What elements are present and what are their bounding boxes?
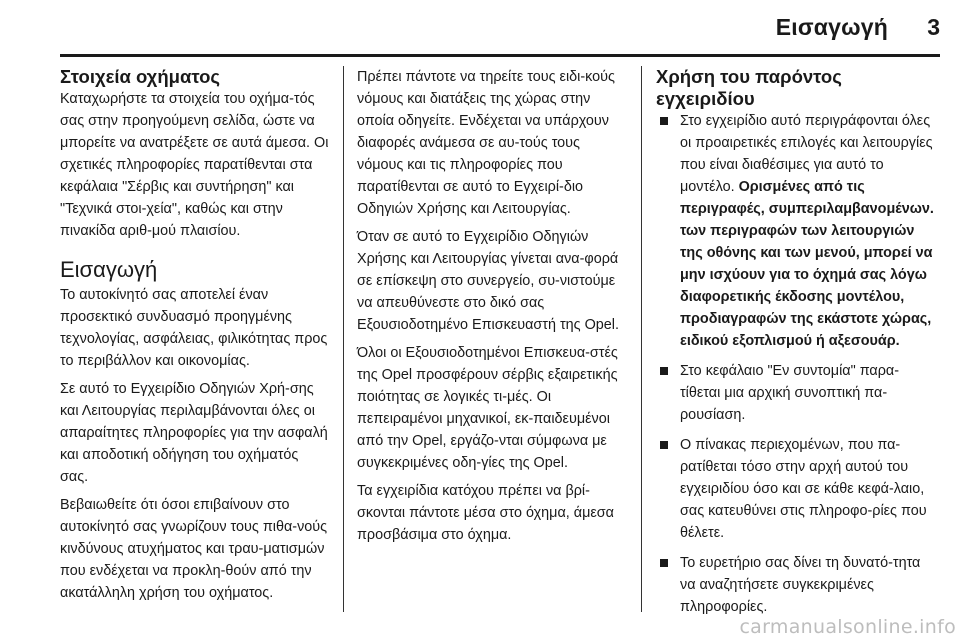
paragraph-vehicle-data: Καταχωρήστε τα στοιχεία του οχήμα-τός σας στην προηγούμενη σελίδα, ώστε να μπορείτε να ανατρέξετε σε αυτά άμεσα. Οι σχετικές πληροφορίες παρατίθενται στα κεφάλαια "Σέρβις και συντήρηση" και "Τεχνικά στοι-χεία", καθώς και στην πινακίδα αριθ-μού πλαισίου. (60, 91, 329, 239)
paragraph-intro-2: Σε αυτό το Εγχειρίδιο Οδηγιών Χρή-σης και Λειτουργίας περιλαμβάνονται όλες οι απαραίτητες πληροφορίες για την ασφαλή και αποδοτική οδήγηση του οχήματός σας. (60, 381, 328, 485)
heading-using-manual: Χρήση του παρόντος εγχειριδίου (656, 66, 842, 109)
paragraph-repairers: Όλοι οι Εξουσιοδοτημένοι Επισκευα-στές της Opel προσφέρουν σέρβις εξαιρετικής ποιότητας σε λογικές τι-μές. Οι πεπειραμένοι μηχανικοί, εκ-παιδευμένοι από την Opel, εργάζο-νται σύμφωνα με συγκεκριμένες οδη-γίες της Opel. (357, 345, 618, 471)
paragraph-intro-3: Βεβαιωθείτε ότι όσοι επιβαίνουν στο αυτοκίνητό σας γνωρίζουν τους πιθα-νούς κινδύνους ατυχήματος και τραυ-ματισμών που ενδέχεται να προκλη-θούν από την ακατάλληλη χρήση του οχήματος. (60, 497, 328, 601)
column-divider-1 (343, 66, 344, 612)
bullet-2-text: Στο κεφάλαιο "Εν συντομία" παρα-τίθεται μια αρχική συνοπτική πα-ρουσίαση. (680, 363, 900, 423)
paragraph-laws: Πρέπει πάντοτε να τηρείτε τους ειδι-κούς νόμους και διατάξεις της χώρας στην οποία οδηγείτε. Ενδέχεται να υπάρχουν διαφορές ανάμεσα σε αυ-τούς τους νόμους και τις πληροφορίες που παρατίθενται σε αυτό το Εγχειρί-διο Οδηγιών Χρήσης και Λειτουργίας. (357, 69, 615, 217)
bullet-square-icon (660, 441, 668, 449)
bullet-square-icon (660, 367, 668, 375)
page-header (0, 0, 960, 58)
bullet-4-text: Το ευρετήριο σας δίνει τη δυνατό-τητα να αναζητήσετε συγκεκριμένες πληροφορίες. (680, 555, 921, 615)
column-divider-2 (641, 66, 642, 612)
page-number: 3 (927, 14, 940, 40)
header-rule (60, 54, 940, 57)
paragraph-workshop: Όταν σε αυτό το Εγχειρίδιο Οδηγιών Χρήσης και Λειτουργίας γίνεται ανα-φορά σε επίσκεψη στο συνεργείο, συ-νιστούμε να απευθύνεστε στο δικό σας Εξουσιοδοτημένο Επισκευαστή της Opel. (357, 229, 620, 333)
list-item (656, 360, 936, 426)
bullet-list (656, 110, 936, 618)
bullet-3-text: Ο πίνακας περιεχομένων, που πα-ρατίθεται τόσο στην αρχή αυτού του εγχειριδίου όσο και σε κάθε κεφά-λαιο, σας κατευθύνει στις πληροφο-ρίες που θέλετε. (680, 437, 927, 541)
header-title: Εισαγωγή (775, 14, 888, 40)
heading-vehicle-data: Στοιχεία οχήματος (60, 66, 220, 87)
list-item (656, 434, 936, 544)
heading-introduction: Εισαγωγή (60, 257, 158, 282)
bullet-1-bold-text: Ορισμένες από τις περιγραφές, συμπεριλαμβανομένων. των περιγραφών των λειτουργιών της οθόνης και των μενού, μπορεί να μην ισχύουν για το όχημά σας λόγω διαφορετικής έκδοσης μοντέλου, προδιαγραφών της εκάστοτε χώρας, ειδικού εξοπλισμού ή αξεσουάρ. (680, 179, 934, 349)
paragraph-intro-1: Το αυτοκίνητό σας αποτελεί έναν προσεκτικό συνδυασμό προηγμένης τεχνολογίας, ασφάλειας, φιλικότητας προς το περιβάλλον και οικονομίας. (60, 287, 328, 369)
column-1 (60, 66, 330, 610)
column-2 (357, 66, 629, 552)
bullet-square-icon (660, 559, 668, 567)
watermark: carmanualsonline.info (739, 616, 956, 638)
column-3 (656, 66, 936, 626)
list-item (656, 552, 936, 618)
paragraph-manuals: Τα εγχειρίδια κατόχου πρέπει να βρί-σκονται πάντοτε μέσα στο όχημα, άμεσα προσβάσιμα στο όχημα. (357, 483, 614, 543)
list-item (656, 110, 936, 352)
bullet-square-icon (660, 117, 668, 125)
bullet-1-text: Στο εγχειρίδιο αυτό περιγράφονται όλες οι προαιρετικές επιλογές και λειτουργίες που είναι διαθέσιμες για αυτό το μοντέλο. (680, 113, 933, 195)
